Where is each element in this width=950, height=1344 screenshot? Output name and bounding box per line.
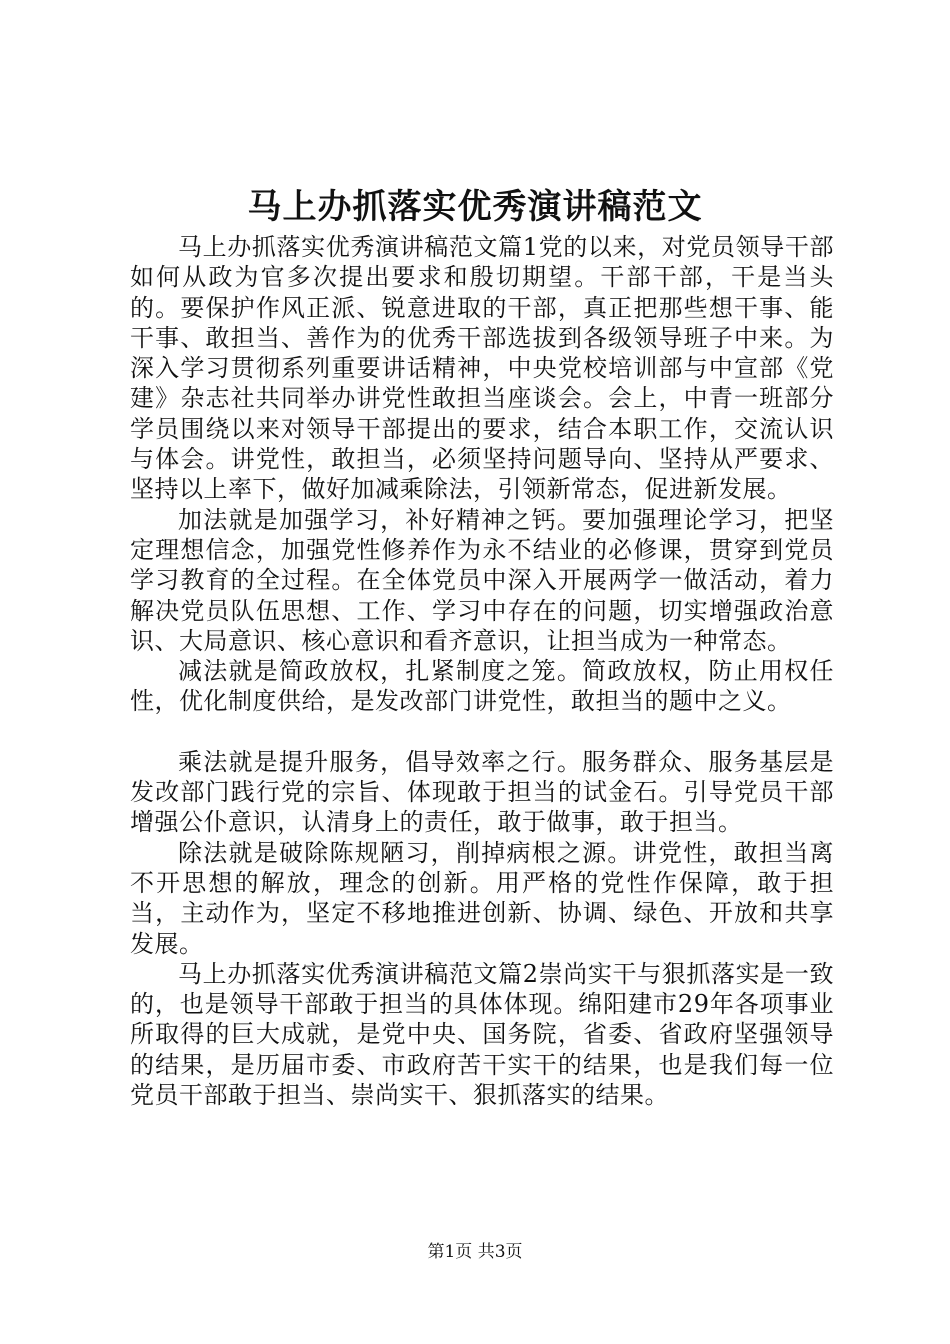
paragraph: 乘法就是提升服务，倡导效率之行。服务群众、服务基层是发改部门践行党的宗旨、体现敢于担当的试金石。引导党员干部增强公仆意识，认清身上的责任，敢于做事，敢于担当。	[130, 747, 834, 837]
paragraph: 除法就是破除陈规陋习，削掉病根之源。讲党性，敢担当离不开思想的解放，理念的创新。用严格的党性作保障，敢于担当，主动作为，坚定不移地推进创新、协调、绿色、开放和共享发展。	[130, 838, 834, 958]
paragraph: 马上办抓落实优秀演讲稿范文篇1党的以来，对党员领导干部如何从政为官多次提出要求和殷切期望。干部干部，干是当头的。要保护作风正派、锐意进取的干部，真正把那些想干事、能干事、敢担当、善作为的优秀干部选拔到各级领导班子中来。为深入学习贯彻系列重要讲话精神，中央党校培训部与中宣部《党建》杂志社共同举办讲党性敢担当座谈会。会上，中青一班部分学员围绕以来对领导干部提出的要求，结合本职工作，交流认识与体会。讲党性，敢担当，必须坚持问题导向、坚持从严要求、坚持以上率下，做好加减乘除法，引领新常态，促进新发展。	[130, 233, 834, 504]
paragraph: 加法就是加强学习，补好精神之钙。要加强理论学习，把坚定理想信念，加强党性修养作为永不结业的必修课，贯穿到党员学习教育的全过程。在全体党员中深入开展两学一做活动，着力解决党员队伍思想、工作、学习中存在的问题，切实增强政治意识、大局意识、核心意识和看齐意识，让担当成为一种常态。	[130, 505, 834, 655]
document-body	[130, 232, 834, 1110]
paragraph: 马上办抓落实优秀演讲稿范文篇2崇尚实干与狠抓落实是一致的，也是领导干部敢于担当的具体体现。绵阳建市29年各项事业所取得的巨大成就，是党中央、国务院，省委、省政府坚强领导的结果，是历届市委、市政府苦干实干的结果，也是我们每一位党员干部敢于担当、崇尚实干、狠抓落实的结果。	[130, 959, 834, 1110]
paragraph: 减法就是简政放权，扎紧制度之笼。简政放权，防止用权任性，优化制度供给，是发改部门讲党性，敢担当的题中之义。	[130, 657, 834, 716]
page-footer: 第1页 共3页	[427, 1242, 523, 1262]
document-title: 马上办抓落实优秀演讲稿范文	[247, 187, 703, 227]
